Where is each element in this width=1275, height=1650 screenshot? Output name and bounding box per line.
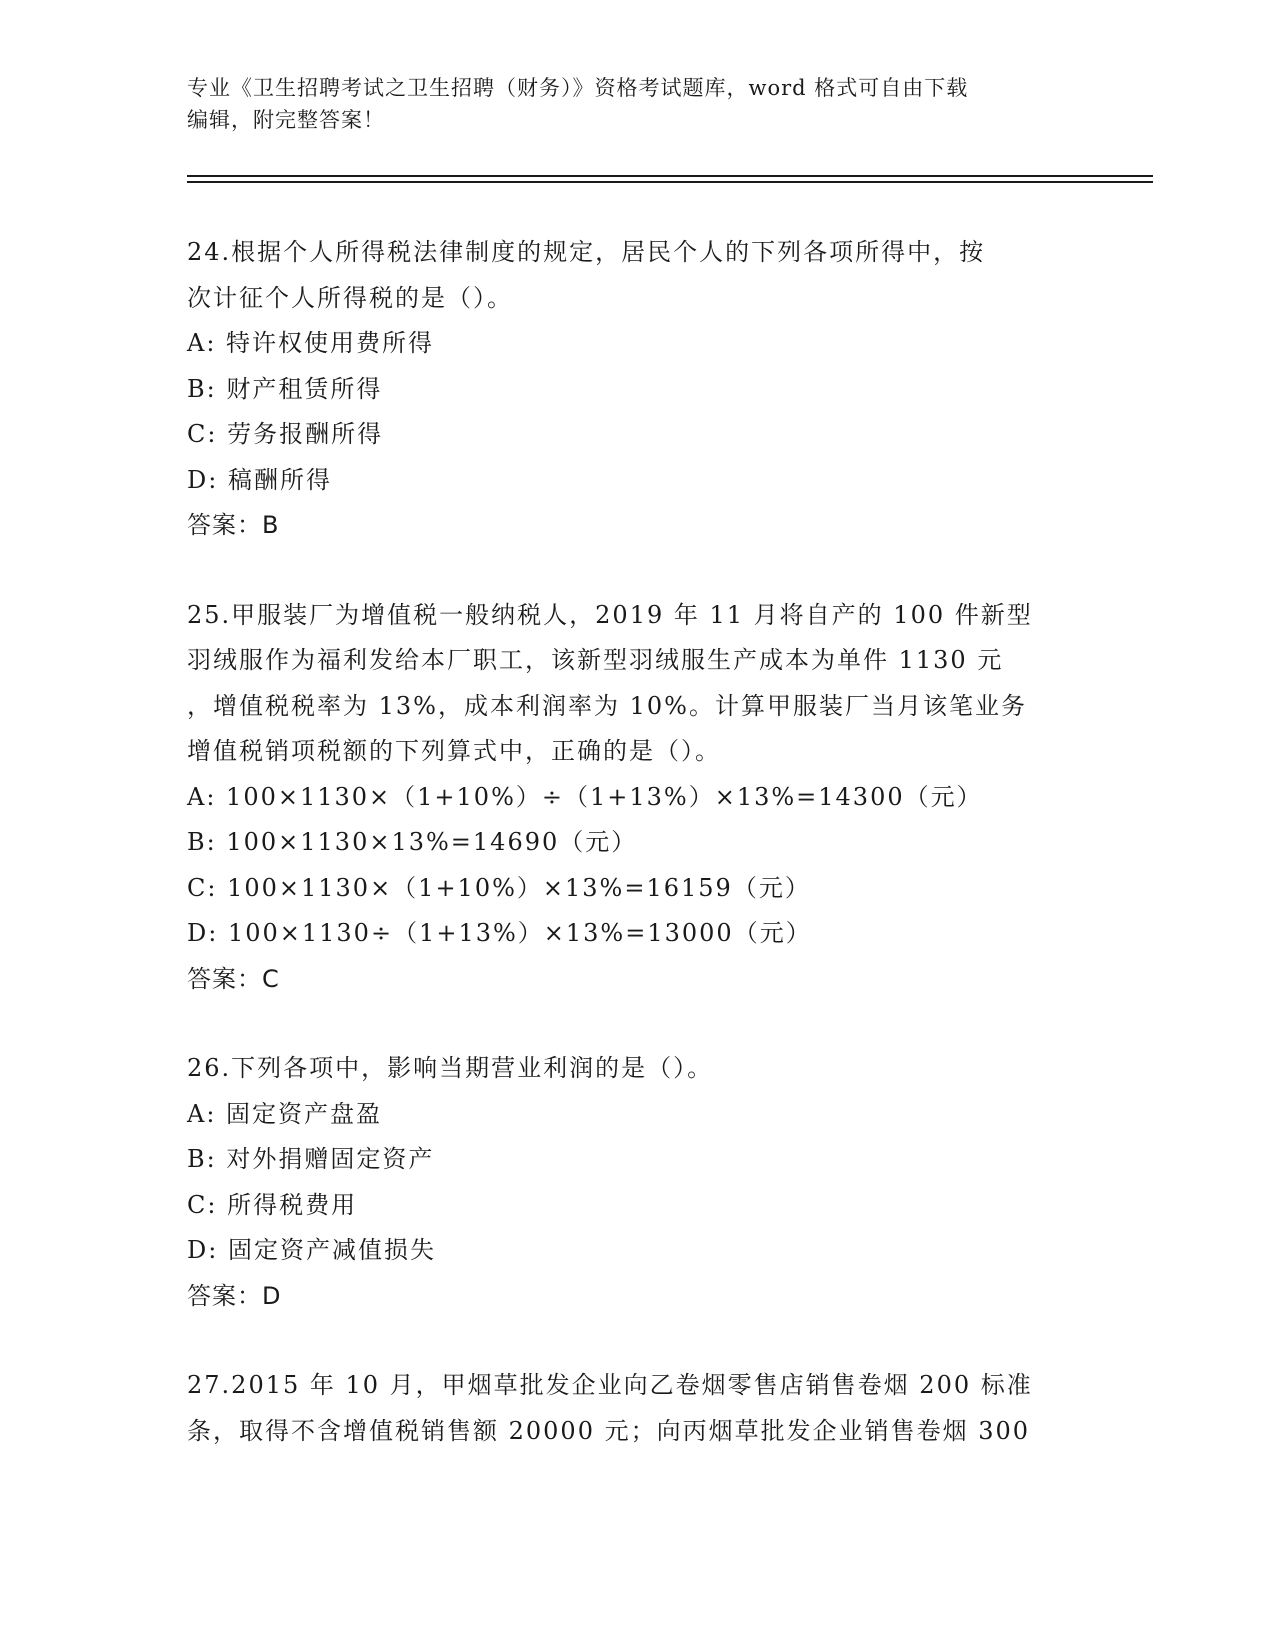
header-divider bbox=[187, 175, 1153, 177]
question-24 bbox=[187, 230, 1087, 549]
option-c: C: 100×1130×（1+10%）×13%=16159（元） bbox=[187, 873, 811, 902]
answer: 答案：C bbox=[187, 964, 280, 993]
option-b: B: 100×1130×13%=14690（元） bbox=[187, 828, 638, 856]
option-b: B: 对外捐赠固定资产 bbox=[187, 1145, 435, 1173]
header-divider bbox=[187, 181, 1153, 183]
question-text: 次计征个人所得税的是（）。 bbox=[187, 283, 513, 312]
document-header bbox=[187, 72, 1087, 136]
option-c: C: 劳务报酬所得 bbox=[187, 420, 384, 448]
question-text: 增值税销项税额的下列算式中，正确的是（）。 bbox=[187, 737, 721, 765]
question-text: 25.甲服装厂为增值税一般纳税人，2019 年 11 月将自产的 100 件新型 bbox=[187, 600, 1033, 629]
question-text: 条，取得不含增值税销售额 20000 元；向丙烟草批发企业销售卷烟 300 bbox=[187, 1416, 1031, 1445]
option-a: A: 特许权使用费所得 bbox=[187, 329, 435, 357]
option-d: D: 100×1130÷（1+13%）×13%=13000（元） bbox=[187, 919, 812, 947]
option-d: D: 稿酬所得 bbox=[187, 465, 332, 494]
question-text: 24.根据个人所得税法律制度的规定，居民个人的下列各项所得中，按 bbox=[187, 238, 986, 266]
option-a: A: 100×1130×（1+10%）÷（1+13%）×13%=14300（元） bbox=[187, 782, 983, 811]
question-text: 27.2015 年 10 月，甲烟草批发企业向乙卷烟零售店销售卷烟 200 标准 bbox=[187, 1371, 1033, 1399]
question-26 bbox=[187, 1046, 1087, 1319]
question-text: 羽绒服作为福利发给本厂职工，该新型羽绒服生产成本为单件 1130 元 bbox=[187, 646, 1004, 674]
option-a: A: 固定资产盘盈 bbox=[187, 1099, 383, 1128]
question-text: 26.下列各项中，影响当期营业利润的是（）。 bbox=[187, 1054, 714, 1082]
question-list bbox=[187, 230, 1087, 1498]
option-c: C: 所得税费用 bbox=[187, 1190, 358, 1219]
answer: 答案：D bbox=[187, 1281, 282, 1310]
header-line: 编辑，附完整答案！ bbox=[187, 108, 385, 132]
question-text: ，增值税税率为 13%，成本利润率为 10%。计算甲服装厂当月该笔业务 bbox=[187, 691, 1027, 720]
answer: 答案：B bbox=[187, 511, 280, 539]
header-line: 专业《卫生招聘考试之卫生招聘（财务）》资格考试题库，word 格式可自由下载 bbox=[187, 76, 969, 100]
question-27 bbox=[187, 1363, 1087, 1454]
option-b: B: 财产租赁所得 bbox=[187, 374, 383, 403]
question-25 bbox=[187, 593, 1087, 1003]
option-d: D: 固定资产减值损失 bbox=[187, 1236, 436, 1264]
